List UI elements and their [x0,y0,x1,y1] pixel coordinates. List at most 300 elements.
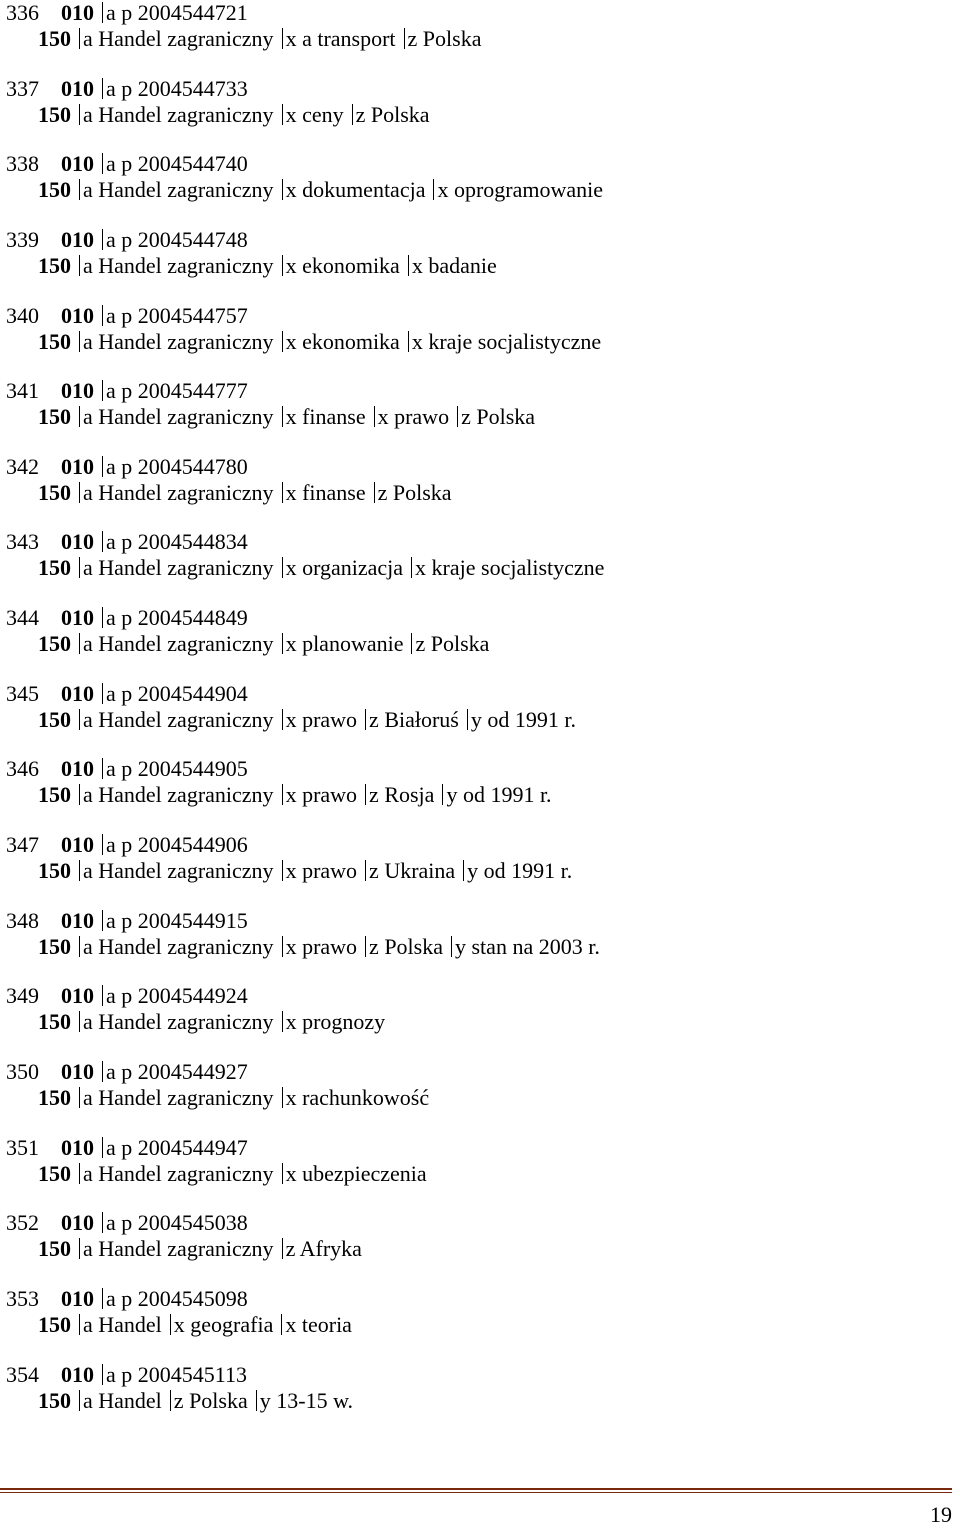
subfield-code: a [106,680,116,706]
field-010-line [6,454,604,480]
field-tag: 010 [61,302,94,328]
subfield-value: Handel zagraniczny [98,252,274,278]
subfield-delimiter [281,1314,282,1335]
subfield-code: z [377,479,388,505]
subfield-code: a [83,631,93,657]
subfield-code: x [411,328,423,354]
subfield-delimiter [170,1390,171,1411]
subfield-code: a [106,1210,116,1236]
subfield-value: p 2004545098 [121,1285,248,1311]
subfield-value: rachunkowość [302,1084,430,1110]
record-number: 346 [6,756,39,782]
field-tag: 150 [38,1009,71,1035]
subfield-value: Polska [392,479,452,505]
subfield-value: dokumentacja [302,177,426,203]
field-150-line [6,1388,604,1414]
field-150-line [6,782,604,808]
subfield-delimiter [365,709,366,730]
subfield-value: Polska [370,101,430,127]
field-150-line [6,1236,604,1262]
subfield-value: oprogramowanie [453,177,604,203]
field-tag: 010 [61,1361,94,1387]
record-number: 343 [6,529,39,555]
subfield-delimiter [102,78,103,99]
subfield-code: a [83,933,93,959]
record-345 [6,681,604,757]
subfield-delimiter [282,860,283,881]
record-number: 353 [6,1285,39,1311]
subfield-value: kraje socjalistyczne [428,328,602,354]
subfield-value: ceny [302,101,344,127]
field-tag: 010 [61,151,94,177]
subfield-value: Ukraina [384,858,456,884]
subfield-value: p 2004544905 [121,756,248,782]
record-349 [6,983,604,1059]
field-tag: 150 [38,252,71,278]
subfield-delimiter [467,709,468,730]
subfield-code: a [106,756,116,782]
subfield-code: x [285,26,297,51]
record-350 [6,1059,604,1135]
subfield-value: prawo [394,404,450,430]
subfield-delimiter [102,758,103,779]
subfield-value: Handel zagraniczny [98,1084,274,1110]
record-number: 339 [6,226,39,252]
subfield-value: p 2004544834 [121,529,248,555]
subfield-code: x [285,328,297,354]
record-number: 345 [6,680,39,706]
field-010-line [6,1286,604,1312]
subfield-value: Polska [430,631,490,657]
subfield-code: a [106,453,116,479]
field-tag: 010 [61,680,94,706]
field-tag: 150 [38,782,71,808]
subfield-value: finanse [302,479,366,505]
subfield-value: Handel zagraniczny [98,177,274,203]
record-number: 351 [6,1134,39,1160]
subfield-value: 13-15 w. [276,1387,354,1413]
subfield-value: p 2004545038 [121,1210,248,1236]
subfield-value: p 2004544748 [121,226,248,252]
field-010-line [6,605,604,631]
subfield-code: a [106,529,116,555]
field-150-line [6,480,604,506]
subfield-delimiter [102,380,103,401]
subfield-code: y [455,933,466,959]
field-tag: 010 [61,907,94,933]
subfield-code: a [106,983,116,1009]
field-010-line [6,378,604,404]
subfield-delimiter [79,709,80,730]
subfield-value: p 2004544927 [121,1058,248,1084]
subfield-code: a [106,302,116,328]
subfield-value: a transport [302,26,396,51]
subfield-delimiter [282,331,283,352]
subfield-value: Polska [476,404,536,430]
field-tag: 010 [61,983,94,1009]
subfield-delimiter [79,104,80,125]
subfield-delimiter [282,557,283,578]
field-tag: 150 [38,631,71,657]
subfield-code: x [285,1311,297,1337]
subfield-code: a [83,1084,93,1110]
subfield-code: a [83,782,93,808]
subfield-code: z [285,1236,296,1262]
subfield-code: z [369,782,379,808]
field-tag: 150 [38,26,71,51]
subfield-value: od 1991 r. [487,706,576,732]
subfield-value: teoria [301,1311,352,1337]
subfield-delimiter [79,1163,80,1184]
subfield-value: Polska [384,933,443,959]
record-number: 354 [6,1361,39,1387]
subfield-value: prawo [302,858,358,884]
subfield-code: a [83,1236,93,1262]
subfield-delimiter [102,531,103,552]
subfield-delimiter [408,255,409,276]
field-tag: 150 [38,555,71,581]
subfield-value: Handel zagraniczny [98,404,274,430]
subfield-code: a [83,101,93,127]
subfield-delimiter [102,1288,103,1309]
record-number: 338 [6,151,39,177]
subfield-code: a [106,1134,116,1160]
subfield-code: a [83,177,93,203]
subfield-code: y [259,1387,271,1413]
subfield-code: x [285,555,297,581]
subfield-code: x [173,1311,185,1337]
field-010-line [6,1135,604,1161]
subfield-delimiter [79,1011,80,1032]
field-tag: 150 [38,1084,71,1110]
record-number: 336 [6,0,39,25]
subfield-delimiter [102,456,103,477]
subfield-value: Handel zagraniczny [98,101,274,127]
subfield-code: x [285,1084,297,1110]
record-342 [6,454,604,530]
record-354 [6,1362,604,1438]
subfield-delimiter [282,255,283,276]
record-list [6,0,604,1437]
subfield-code: a [106,1285,116,1311]
subfield-delimiter [365,936,366,957]
subfield-delimiter [404,28,405,49]
field-010-line [6,983,604,1009]
subfield-delimiter [408,331,409,352]
field-tag: 010 [61,605,94,631]
subfield-code: a [83,706,93,732]
subfield-value: prawo [302,933,358,959]
field-150-line [6,253,604,279]
subfield-value: Polska [422,26,482,51]
subfield-delimiter [102,1212,103,1233]
subfield-delimiter [79,1314,80,1335]
subfield-value: p 2004544740 [121,151,248,177]
subfield-value: ekonomika [302,252,400,278]
subfield-delimiter [282,179,283,200]
subfield-code: z [355,101,366,127]
record-number: 352 [6,1210,39,1236]
subfield-delimiter [282,936,283,957]
record-number: 348 [6,907,39,933]
subfield-value: Handel zagraniczny [98,706,274,732]
subfield-code: a [83,26,93,51]
subfield-delimiter [433,179,434,200]
subfield-code: x [411,252,423,278]
subfield-delimiter [256,1390,257,1411]
subfield-code: x [285,706,297,732]
subfield-delimiter [79,1390,80,1411]
subfield-code: z [461,404,471,430]
subfield-code: a [83,328,93,354]
subfield-delimiter [411,557,412,578]
subfield-code: a [106,75,116,101]
subfield-delimiter [79,331,80,352]
record-352 [6,1210,604,1286]
field-tag: 010 [61,832,94,858]
field-010-line [6,756,604,782]
subfield-value: badanie [428,252,497,278]
field-010-line [6,151,604,177]
field-010-line [6,0,604,26]
subfield-delimiter [79,784,80,805]
subfield-value: od 1991 r. [483,858,573,884]
subfield-code: y [467,858,479,884]
field-tag: 010 [61,529,94,555]
subfield-delimiter [282,28,283,49]
field-tag: 150 [38,1160,71,1186]
record-number: 349 [6,983,39,1009]
subfield-code: z [369,933,379,959]
subfield-delimiter [102,985,103,1006]
subfield-value: p 2004544924 [121,983,248,1009]
field-150-line [6,1085,604,1111]
field-tag: 150 [38,1311,71,1337]
field-010-line [6,76,604,102]
field-tag: 150 [38,404,71,430]
field-tag: 150 [38,328,71,354]
subfield-code: a [106,151,116,177]
subfield-value: od 1991 r. [462,782,552,808]
subfield-code: y [446,782,458,808]
subfield-value: kraje socjalistyczne [431,555,605,581]
subfield-delimiter [282,709,283,730]
subfield-value: p 2004544777 [121,378,248,404]
subfield-value: p 2004544906 [121,832,248,858]
record-353 [6,1286,604,1362]
field-150-line [6,707,604,733]
subfield-delimiter [282,633,283,654]
subfield-delimiter [79,1238,80,1259]
subfield-code: z [415,631,426,657]
subfield-value: p 2004544721 [121,0,248,25]
subfield-value: p 2004544733 [121,75,248,101]
record-340 [6,303,604,379]
field-tag: 150 [38,1236,71,1262]
field-010-line [6,832,604,858]
subfield-delimiter [79,406,80,427]
subfield-value: Rosja [384,782,435,808]
subfield-code: x [285,631,297,657]
field-tag: 150 [38,933,71,959]
record-number: 344 [6,605,39,631]
subfield-code: a [83,1160,93,1186]
field-150-line [6,1161,604,1187]
subfield-code: x [285,1160,297,1186]
subfield-delimiter [282,104,283,125]
subfield-delimiter [374,406,375,427]
subfield-delimiter [102,834,103,855]
subfield-code: x [285,1009,297,1035]
subfield-code: a [83,252,93,278]
field-tag: 150 [38,479,71,505]
subfield-value: finanse [302,404,366,430]
subfield-delimiter [282,1087,283,1108]
record-number: 341 [6,378,39,404]
field-010-line [6,529,604,555]
subfield-delimiter [79,28,80,49]
subfield-delimiter [442,784,443,805]
record-341 [6,378,604,454]
field-tag: 010 [61,0,94,25]
subfield-code: a [106,907,116,933]
subfield-value: Handel zagraniczny [98,631,274,657]
record-number: 342 [6,453,39,479]
record-339 [6,227,604,303]
subfield-value: Handel zagraniczny [98,782,274,808]
subfield-value: Polska [189,1387,248,1413]
record-number: 340 [6,302,39,328]
subfield-delimiter [79,482,80,503]
subfield-value: Handel [98,1311,162,1337]
field-tag: 150 [38,177,71,203]
subfield-code: x [285,782,297,808]
subfield-value: p 2004544780 [121,453,248,479]
field-tag: 150 [38,1387,71,1413]
subfield-delimiter [102,153,103,174]
subfield-value: prognozy [302,1009,386,1035]
subfield-code: x [285,101,297,127]
subfield-value: planowanie [302,631,404,657]
subfield-value: Handel zagraniczny [98,555,274,581]
subfield-delimiter [79,179,80,200]
field-tag: 010 [61,453,94,479]
record-337 [6,76,604,152]
record-338 [6,151,604,227]
field-010-line [6,908,604,934]
record-336 [6,0,604,76]
subfield-value: p 2004544904 [121,680,248,706]
field-tag: 010 [61,1285,94,1311]
subfield-value: p 2004545113 [121,1361,247,1387]
subfield-value: Afryka [299,1236,362,1262]
field-tag: 010 [61,75,94,101]
field-tag: 010 [61,1058,94,1084]
field-150-line [6,102,604,128]
subfield-code: a [106,605,116,631]
subfield-code: a [106,1361,116,1387]
subfield-code: a [83,858,93,884]
record-347 [6,832,604,908]
subfield-delimiter [102,683,103,704]
record-346 [6,756,604,832]
record-348 [6,908,604,984]
subfield-delimiter [102,1364,103,1385]
field-tag: 150 [38,706,71,732]
subfield-delimiter [282,1163,283,1184]
subfield-delimiter [170,1314,171,1335]
subfield-value: ekonomika [302,328,400,354]
subfield-code: x [377,404,389,430]
subfield-delimiter [365,784,366,805]
subfield-delimiter [411,633,412,654]
subfield-value: Handel zagraniczny [98,1236,274,1262]
subfield-delimiter [451,936,452,957]
subfield-code: a [83,404,93,430]
field-tag: 010 [61,1210,94,1236]
subfield-code: z [173,1387,184,1413]
field-150-line [6,177,604,203]
subfield-value: prawo [302,782,358,808]
subfield-delimiter [457,406,458,427]
field-010-line [6,1362,604,1388]
page-number: 19 [930,1502,952,1527]
subfield-value: Handel [98,1387,162,1413]
subfield-value: geografia [190,1311,274,1337]
field-010-line [6,681,604,707]
subfield-value: ubezpieczenia [302,1160,427,1186]
subfield-value: prawo [302,706,358,732]
subfield-value: p 2004544947 [121,1134,248,1160]
subfield-code: x [285,404,297,430]
subfield-value: p 2004544757 [121,302,248,328]
subfield-delimiter [102,1061,103,1082]
subfield-value: p 2004544915 [121,907,248,933]
subfield-code: a [106,1058,116,1084]
field-tag: 010 [61,1134,94,1160]
subfield-delimiter [282,1238,283,1259]
subfield-delimiter [79,1087,80,1108]
subfield-delimiter [282,1011,283,1032]
field-150-line [6,26,604,52]
subfield-delimiter [374,482,375,503]
subfield-value: organizacja [302,555,404,581]
subfield-code: a [83,479,93,505]
field-tag: 010 [61,756,94,782]
subfield-code: x [285,479,297,505]
subfield-code: a [106,832,116,858]
field-150-line [6,1009,604,1035]
subfield-value: stan na 2003 r. [471,933,600,959]
subfield-delimiter [282,482,283,503]
subfield-code: x [415,555,427,581]
subfield-delimiter [102,229,103,250]
subfield-code: z [369,858,379,884]
subfield-code: x [285,933,297,959]
field-150-line [6,329,604,355]
subfield-delimiter [102,607,103,628]
subfield-code: a [83,1311,93,1337]
subfield-code: x [437,177,449,203]
subfield-delimiter [102,910,103,931]
subfield-delimiter [79,860,80,881]
field-tag: 150 [38,101,71,127]
field-tag: 150 [38,858,71,884]
subfield-code: a [83,555,93,581]
subfield-code: z [369,706,379,732]
subfield-delimiter [282,784,283,805]
subfield-value: Handel zagraniczny [98,858,274,884]
